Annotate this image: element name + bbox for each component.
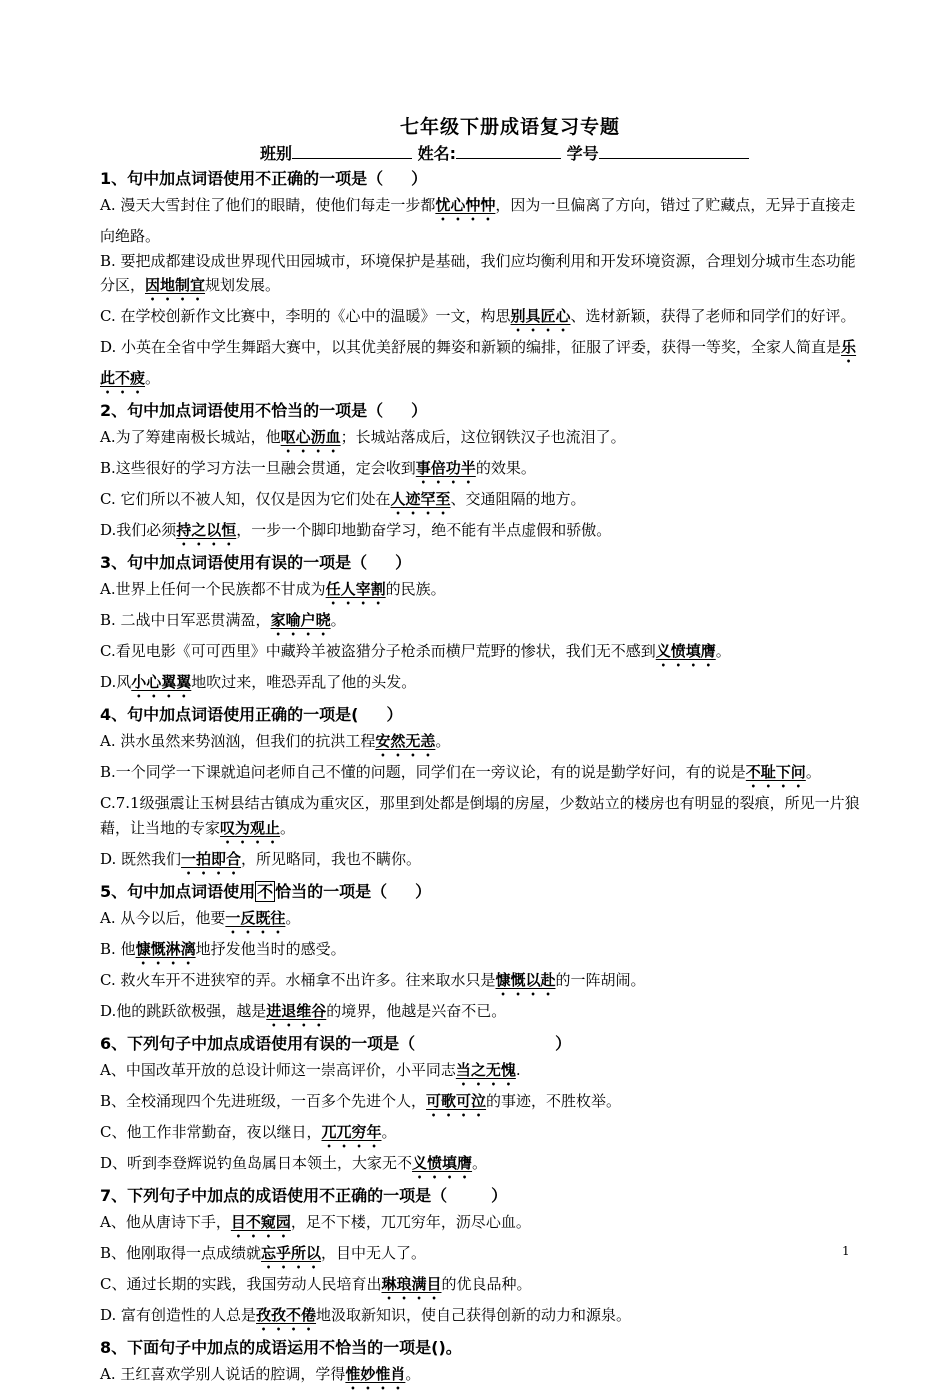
worksheet-page (100, 112, 860, 1393)
question-stem (100, 704, 860, 726)
question-stem-text: 5、句中加点词语使用 (100, 881, 256, 901)
option-text: ，一步一个脚印地勤奋学习，绝不能有半点虚假和骄傲。 (236, 521, 612, 539)
question-stem-close: ） (411, 401, 428, 420)
option-text: 的境界，他越是兴奋不已。 (326, 1001, 507, 1020)
answer-option (100, 1272, 860, 1303)
option-text: A. 漫天大雪封住了他们的眼睛，使他们每走一步都 (100, 196, 436, 214)
answer-option (100, 304, 860, 335)
question-stem-text: 1、句中加点词语使用不正确的一项是（ (100, 169, 384, 188)
answer-option (100, 791, 860, 847)
option-text: D.风 (100, 673, 132, 691)
question-stem (100, 552, 860, 574)
boxed-word: 不 (257, 881, 274, 901)
dotted-idiom: 任人宰割 (325, 580, 386, 598)
dotted-idiom: 别具匠心 (510, 307, 571, 325)
option-text: 的一阵胡闹。 (555, 970, 646, 989)
option-text: D.他的跳跃欲极强，越是 (100, 1001, 267, 1020)
option-text: A、他从唐诗下手， (100, 1212, 231, 1231)
option-text: B、他刚取得一点成绩就 (100, 1243, 262, 1262)
dotted-idiom: 忧心忡忡 (435, 196, 496, 214)
dotted-idiom: 呕心沥血 (280, 428, 341, 446)
question-stem-close: ） (386, 705, 403, 724)
option-text: B、全校涌现四个先进班级，一百多个先进个人， (100, 1091, 427, 1110)
dotted-idiom: 当之无愧 (455, 1060, 516, 1079)
option-text: C. 救火车开不进狭窄的弄。水桶拿不出许多。往来取水只是 (100, 970, 496, 989)
answer-option (100, 518, 860, 549)
answer-option (100, 760, 860, 791)
answer-option (100, 639, 860, 670)
option-text: . (515, 1060, 521, 1079)
student-info-line (260, 141, 860, 164)
dotted-idiom: 义愤填膺 (412, 1153, 473, 1172)
dotted-idiom: 安然无恙 (375, 732, 436, 750)
option-text: 的事迹，不胜枚举。 (486, 1091, 622, 1110)
question-stem (100, 1185, 860, 1207)
question-stem (100, 881, 860, 903)
question-stem-close: ） (491, 1185, 508, 1205)
option-text: D.我们必须 (100, 521, 177, 539)
answer-option (100, 729, 860, 760)
option-text: 。 (472, 1153, 488, 1172)
answer-option (100, 999, 860, 1030)
option-text: 、交通阻隔的地方。 (450, 490, 586, 508)
option-text: 。 (715, 642, 731, 660)
option-text: A. 从今以后，他要 (100, 908, 226, 927)
option-text: D. 既然我们 (100, 849, 182, 868)
answer-option (100, 670, 860, 701)
dotted-idiom: 乐此不疲 (100, 338, 857, 387)
answer-option (100, 847, 860, 878)
answer-option (100, 335, 860, 397)
option-text: 规划发展。 (205, 276, 281, 294)
option-text: ，足不下楼，兀兀穷年，沥尽心血。 (290, 1212, 531, 1231)
option-text: 。 (145, 369, 161, 387)
option-text: 。 (405, 1364, 421, 1383)
option-text: C.看见电影《可可西里》中藏羚羊被盗猎分子枪杀而横尸荒野的惨状，我们无不感到 (100, 642, 656, 660)
option-text: ；长城站落成后，这位钢铁汉子也流泪了。 (340, 428, 626, 446)
answer-option (100, 1303, 860, 1334)
answer-option (100, 425, 860, 456)
dotted-idiom: 叹为观止 (220, 818, 281, 837)
dotted-idiom: 琳琅满目 (381, 1274, 442, 1293)
option-text: C、通过长期的实践，我国劳动人民培育出 (100, 1274, 382, 1293)
question-stem (100, 1033, 860, 1055)
answer-option (100, 608, 860, 639)
question-stem-text: 7、下列句子中加点的成语使用不正确的一项是（ (100, 1185, 448, 1205)
option-text: A、中国改革开放的总设计师这一崇高评价，小平同志 (100, 1060, 456, 1079)
question-stem (100, 1337, 860, 1359)
answer-option (100, 906, 860, 937)
option-text: ，所见略同，我也不瞒你。 (241, 849, 422, 868)
dotted-idiom: 兀兀穷年 (321, 1122, 382, 1141)
option-text: A. 王红喜欢学别人说话的腔调，学得 (100, 1364, 346, 1383)
question-stem-text: 8、下面句子中加点的成语运用不恰当的一项是( (100, 1337, 439, 1357)
option-text: B.一个同学一下课就追问老师自己不懂的问题，同学们在一旁议论，有的说是勤学好问，有的说是 (100, 763, 746, 781)
dotted-idiom: 不耻下问 (745, 763, 806, 781)
answer-option (100, 456, 860, 487)
option-text: 。 (285, 908, 301, 927)
option-text: C. 在学校创新作文比赛中，李明的《心中的温暖》一文，构思 (100, 307, 511, 325)
option-text: ，目中无人了。 (321, 1243, 427, 1262)
question-stem-close: ） (415, 881, 432, 901)
answer-option (100, 937, 860, 968)
class-blank[interactable] (292, 142, 412, 159)
question-stem-text: 3、句中加点词语使用有误的一项是（ (100, 553, 368, 572)
dotted-idiom: 慷慨淋漓 (135, 939, 196, 958)
question-list (100, 168, 860, 1393)
dotted-idiom: 小心翼翼 (131, 673, 192, 691)
answer-option (100, 249, 860, 305)
id-label: 学号 (566, 144, 599, 163)
option-text: 。 (330, 611, 346, 629)
question-stem-close: ） (555, 1033, 572, 1053)
dotted-idiom: 因地制宜 (145, 276, 206, 294)
dotted-idiom: 持之以恒 (176, 521, 237, 539)
option-text: 地汲取新知识，使自己获得创新的动力和源泉。 (316, 1305, 632, 1324)
option-text: 。 (435, 732, 451, 750)
answer-option (100, 193, 860, 249)
option-text: 、选材新颖，获得了老师和同学们的好评。 (570, 307, 856, 325)
name-label: 姓名: (417, 144, 456, 163)
dotted-idiom: 惟妙惟肖 (345, 1364, 406, 1383)
option-text: C、他工作非常勤奋，夜以继日， (100, 1122, 322, 1141)
option-text: 。 (805, 763, 821, 781)
dotted-idiom: 一拍即合 (181, 849, 242, 868)
option-text: 的优良品种。 (441, 1274, 532, 1293)
option-text: B. 二战中日军恶贯满盈， (100, 611, 271, 629)
dotted-idiom: 进退维谷 (266, 1001, 327, 1020)
dotted-idiom: 目不窥园 (230, 1212, 291, 1231)
option-text: C. 它们所以不被人知，仅仅是因为它们处在 (100, 490, 391, 508)
question-stem-text: 6、下列句子中加点成语使用有误的一项是（ (100, 1033, 416, 1053)
option-text: 的民族。 (385, 580, 446, 598)
answer-option (100, 1210, 860, 1241)
option-text: D、听到李登辉说钓鱼岛属日本领土，大家无不 (100, 1153, 413, 1172)
dotted-idiom: 家喻户晓 (270, 611, 331, 629)
dotted-idiom: 事倍功半 (415, 459, 476, 477)
page-title: 七年级下册成语复习专题 (399, 116, 620, 138)
question-stem-close: ） (395, 553, 412, 572)
answer-option (100, 577, 860, 608)
option-text: 。 (381, 1122, 397, 1141)
option-text: B. 要把成都建设成世界现代田园城市，环境保护是基础，我们应均衡利用和开发环境资源，合理划分城市生态功能分区， (100, 251, 856, 294)
option-text: A.为了筹建南极长城站，他 (100, 428, 281, 446)
option-text: A. 洪水虽然来势汹汹，但我们的抗洪工程 (100, 732, 376, 750)
option-text: D. 富有创造性的人总是 (100, 1305, 257, 1324)
dotted-idiom: 可歌可泣 (426, 1091, 487, 1110)
option-text: 。 (280, 818, 296, 837)
option-text: 地抒发他当时的感受。 (195, 939, 346, 958)
question-stem-close: )。 (438, 1337, 462, 1357)
question-stem (100, 168, 860, 190)
page-number: 1 (842, 1244, 850, 1258)
answer-option (100, 487, 860, 518)
name-blank[interactable] (456, 142, 561, 159)
answer-option (100, 1089, 860, 1120)
option-text: 地吹过来，唯恐弄乱了他的头发。 (191, 673, 417, 691)
option-text: B. 他 (100, 939, 136, 958)
dotted-idiom: 一反既往 (225, 908, 286, 927)
answer-option (100, 968, 860, 999)
question-stem-text: 恰当的一项是（ (275, 881, 388, 901)
dotted-idiom: 忘乎所以 (261, 1243, 322, 1262)
option-text: C.7.1级强震让玉树县结古镇成为重灾区，那里到处都是倒塌的房屋，少数站立的楼房也有明显的裂痕，所见一片狼藉，让当地的专家 (100, 794, 860, 837)
question-stem (100, 400, 860, 422)
answer-option (100, 1241, 860, 1272)
option-text: 的效果。 (475, 459, 536, 477)
option-text: D. 小英在全省中学生舞蹈大赛中，以其优美舒展的舞姿和新颖的编排，征服了评委，获得一等奖，全家人简直是 (100, 338, 842, 356)
dotted-idiom: 义愤填膺 (655, 642, 716, 660)
dotted-idiom: 慷慨以赴 (495, 970, 556, 989)
answer-option (100, 1058, 860, 1089)
option-text: ，因为一旦偏离了方向，错过了贮藏点，无异于直接走向绝路。 (100, 196, 856, 245)
dotted-idiom: 孜孜不倦 (256, 1305, 317, 1324)
class-label: 班别 (260, 144, 293, 163)
id-blank[interactable] (599, 142, 749, 159)
question-stem-text: 2、句中加点词语使用不恰当的一项是（ (100, 401, 384, 420)
option-text: A.世界上任何一个民族都不甘成为 (100, 580, 326, 598)
dotted-idiom: 人迹罕至 (390, 490, 451, 508)
answer-option (100, 1151, 860, 1182)
option-text: B.这些很好的学习方法一旦融会贯通，定会收到 (100, 459, 416, 477)
question-stem-close: ） (411, 169, 428, 188)
answer-option (100, 1120, 860, 1151)
question-stem-text: 4、句中加点词语使用正确的一项是( (100, 705, 359, 724)
answer-option (100, 1362, 860, 1393)
